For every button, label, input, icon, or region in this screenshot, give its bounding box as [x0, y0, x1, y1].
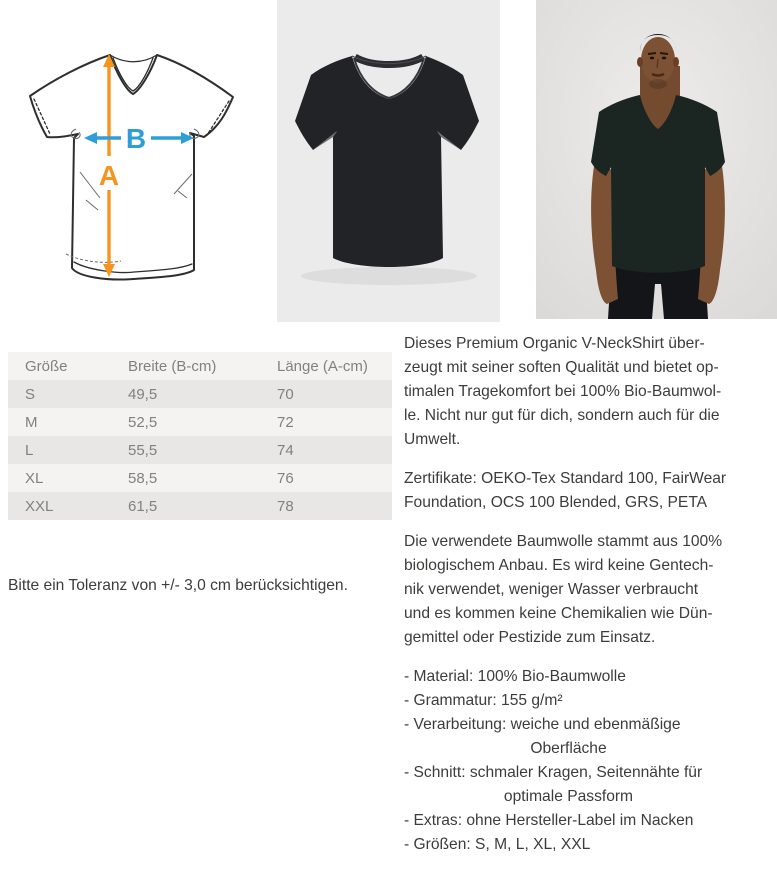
spec-list: [404, 665, 777, 857]
spec-line: - Grammatur: 155 g/m²: [404, 692, 563, 709]
tolerance-note: Bitte ein Toleranz von +/- 3,0 cm berücksichtigen.: [8, 577, 348, 594]
col-header-breite: Breite (B-cm): [128, 357, 217, 375]
size-cell: L: [25, 441, 34, 459]
spec-line: - Verarbeitung: weiche und ebenmäßige: [404, 716, 681, 733]
spec-line: - Größen: S, M, L, XL, XXL: [404, 836, 591, 853]
label-b: B: [125, 123, 147, 154]
size-cell: 76: [277, 469, 294, 487]
size-cell: 55,5: [128, 441, 158, 459]
size-cell: 52,5: [128, 413, 158, 431]
tshirt-outline: [30, 55, 233, 280]
spec-line: - Extras: ohne Hersteller-Label im Nacken: [404, 812, 694, 829]
size-row-XL: [8, 464, 392, 492]
size-cell: 70: [277, 385, 294, 403]
spec-line: - Schnitt: schmaler Kragen, Seitennähte für: [404, 764, 703, 781]
right-ear: [673, 57, 679, 67]
size-cell: 49,5: [128, 385, 158, 403]
label-a: A: [98, 160, 120, 191]
product-description: [404, 332, 777, 857]
size-row-S: [8, 380, 392, 408]
size-cell: 78: [277, 497, 294, 515]
spec-line: optimale Passform: [503, 788, 634, 805]
shirt-shadow: [301, 267, 477, 285]
size-cell: XL: [25, 469, 44, 487]
size-row-M: [8, 408, 392, 436]
size-cell: XXL: [25, 497, 54, 515]
size-cell: M: [25, 413, 38, 431]
collar-back-line: [110, 55, 157, 62]
model-photo[interactable]: [536, 0, 777, 319]
model-wearing-tshirt-photo: [536, 0, 777, 319]
size-diagram-image[interactable]: [8, 40, 243, 305]
size-cell: S: [25, 385, 36, 403]
col-header-laenge: Länge (A-cm): [277, 357, 368, 375]
col-header-groesse: Größe: [25, 357, 68, 375]
black-tshirt-photo: [277, 0, 500, 322]
description-paragraph-intro: Dieses Premium Organic V-NeckShirt über- zeugt mit seiner soften Qualität und bietet op- timalen Tragekomfort bei 100% Bio-Baumwol- le. Nicht nur gut für dich, sondern auch für die Umwelt.: [404, 335, 722, 448]
spec-line: Oberfläche: [530, 740, 607, 757]
left-ear: [637, 57, 643, 67]
size-cell: 58,5: [128, 469, 158, 487]
neck-shadow: [649, 79, 667, 89]
size-row-L: [8, 436, 392, 464]
size-table-header-row: [8, 352, 392, 380]
size-cell: 61,5: [128, 497, 158, 515]
product-photo[interactable]: [277, 0, 500, 322]
size-cell: 72: [277, 413, 294, 431]
size-cell: 74: [277, 441, 294, 459]
description-paragraph-cotton: Die verwendete Baumwolle stammt aus 100% biologischem Anbau. Es wird keine Gentech- nik verwendet, weniger Wasser verbraucht und es kommen keine Chemikalien wie Dün- gemittel oder Pestizide zum Einsatz.: [404, 533, 723, 646]
spec-line: - Material: 100% Bio-Baumwolle: [404, 668, 626, 685]
size-table: [8, 352, 392, 520]
description-paragraph-certificates: Zertifikate: OEKO-Tex Standard 100, FairWear Foundation, OCS 100 Blended, GRS, PETA: [404, 470, 727, 511]
tshirt-measurement-diagram: [8, 40, 243, 305]
size-row-XXL: [8, 492, 392, 520]
